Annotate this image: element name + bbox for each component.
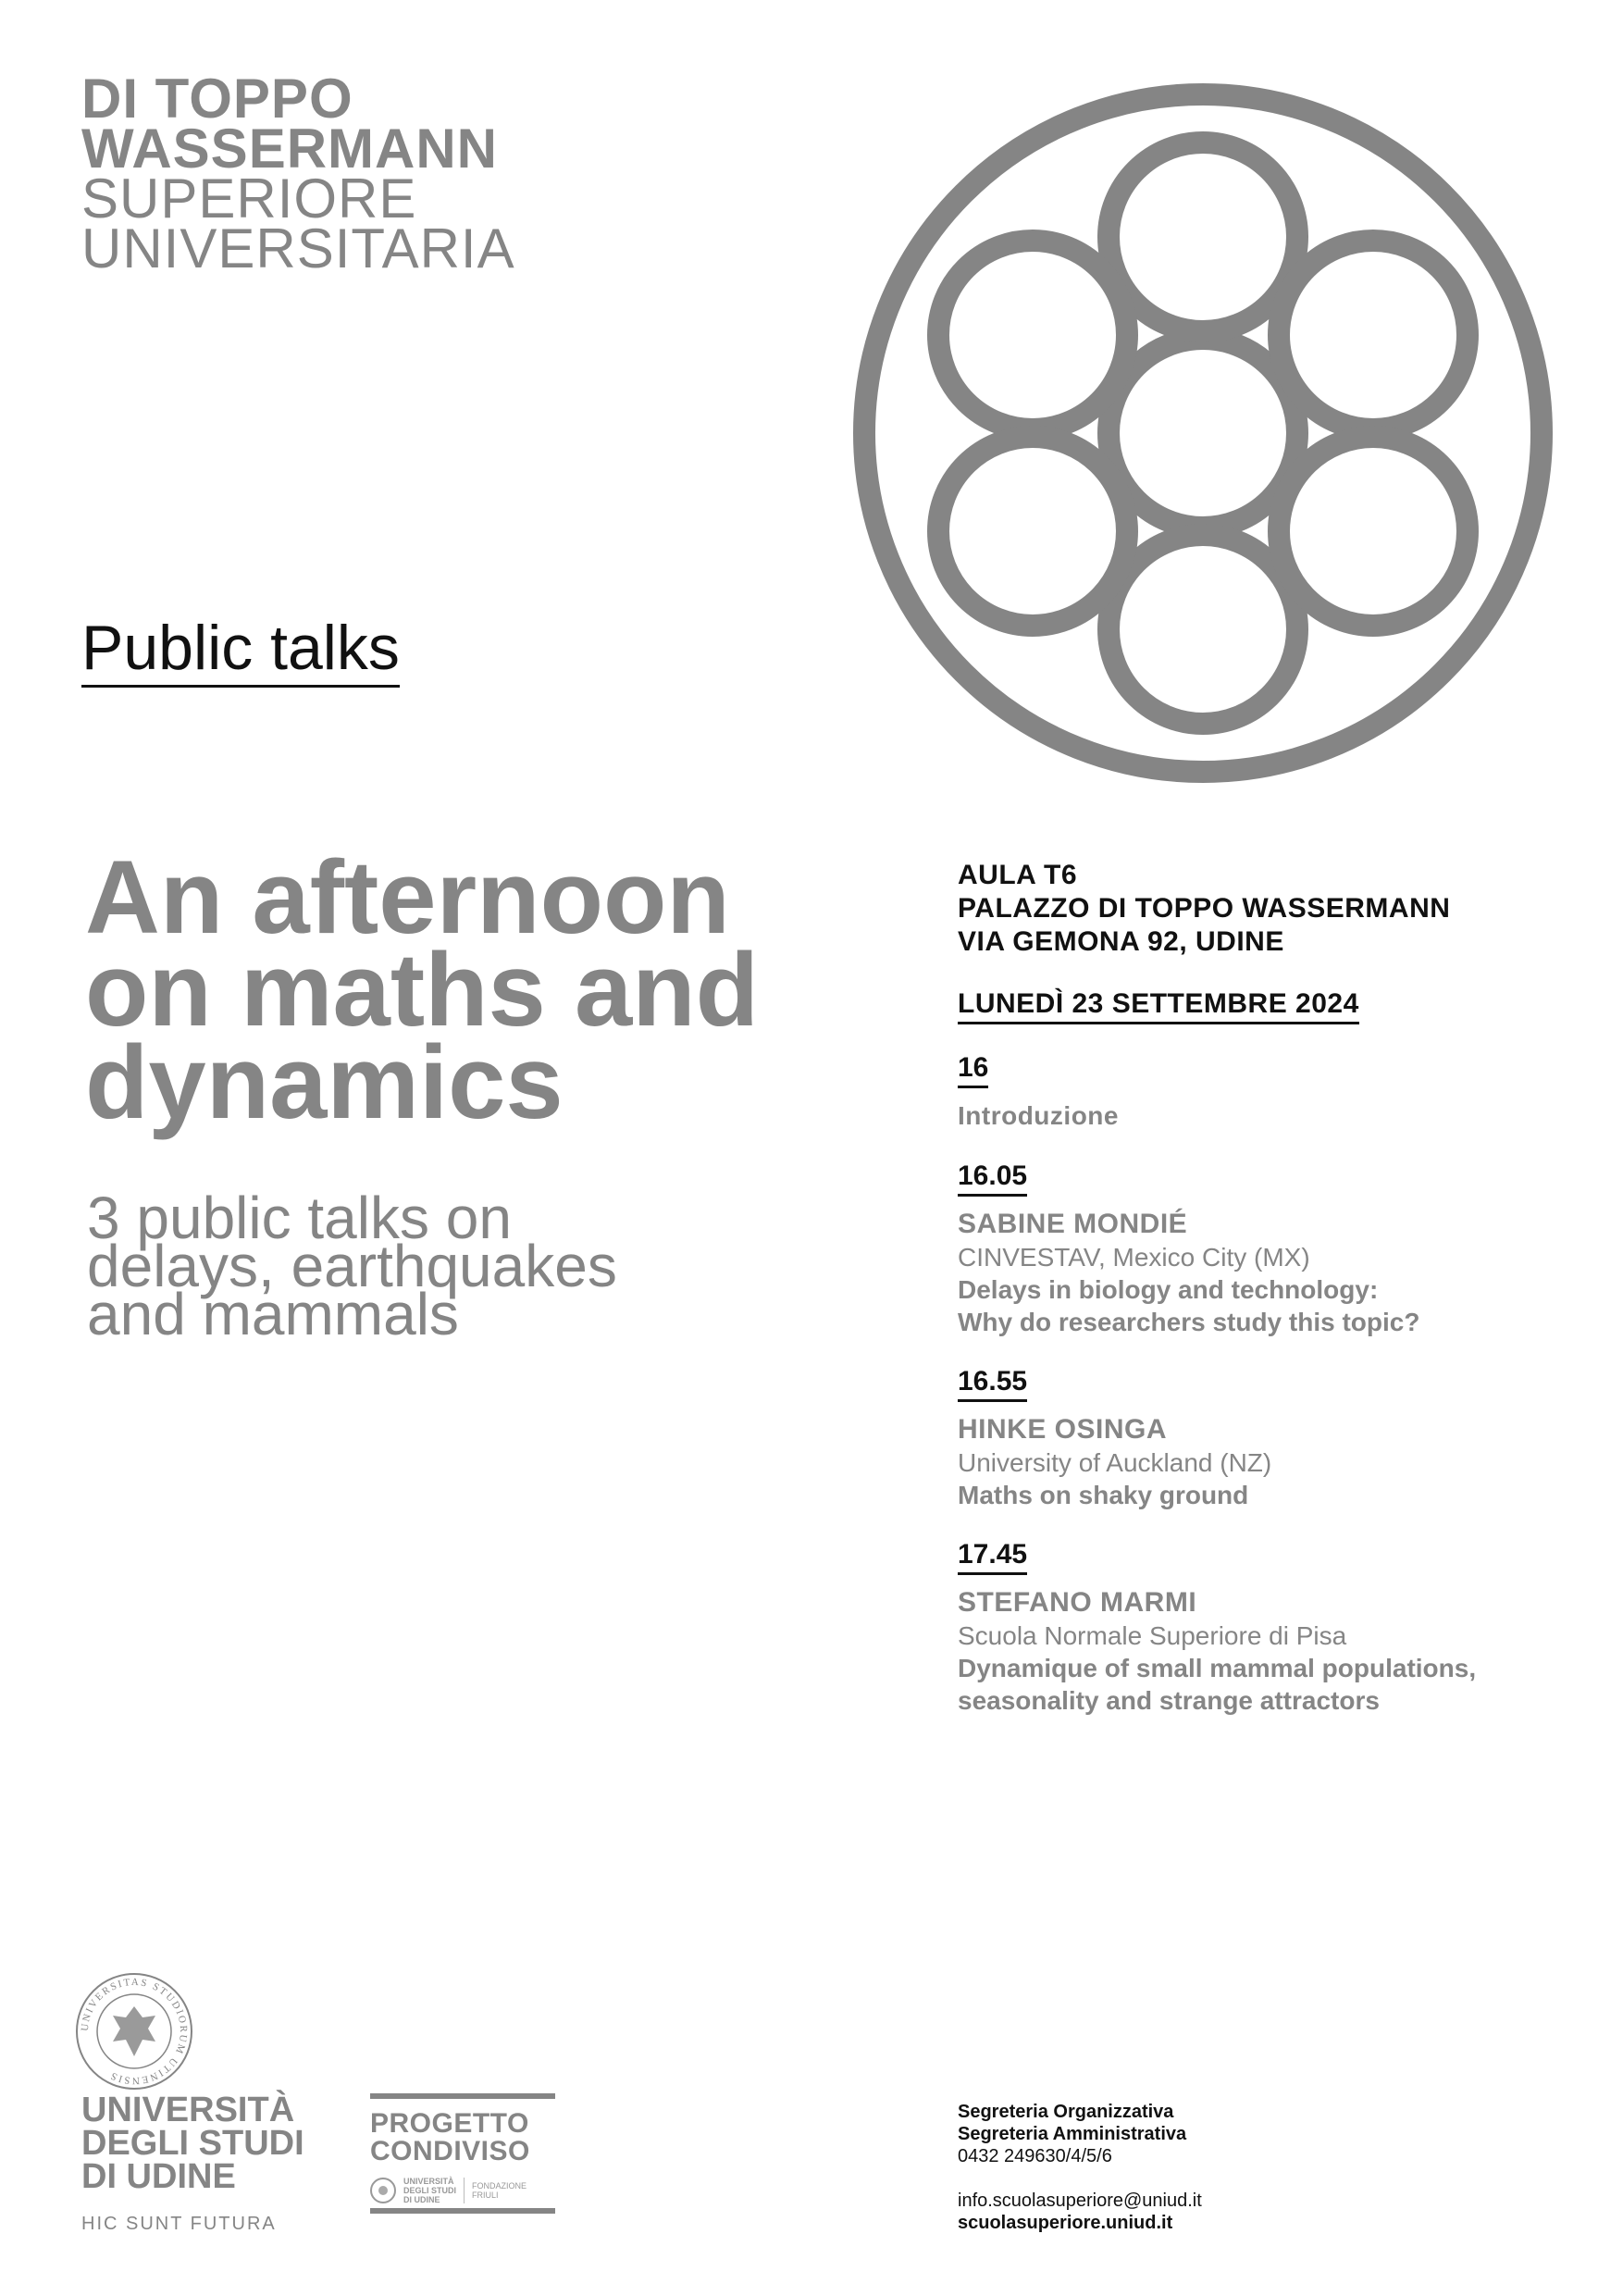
venue-line-1: AULA T6: [958, 860, 1078, 890]
brand-wordmark: [81, 68, 515, 279]
uni-line-1: UNIVERSITÀ: [81, 2091, 295, 2129]
contact-website[interactable]: scuolasuperiore.uniud.it: [958, 2213, 1173, 2233]
fondazione-friuli-logo: [472, 2181, 527, 2200]
event-title: [85, 839, 825, 1140]
mini-seal-icon: [370, 2178, 396, 2203]
brand-line-2: WASSERMANN: [81, 118, 499, 180]
contact-line-2: Segreteria Amministrativa: [958, 2124, 1187, 2144]
slot-affiliation: University of Auckland (NZ): [958, 1448, 1272, 1477]
mini-uni-name: [403, 2177, 456, 2204]
uni-line-2: DEGLI STUDI: [81, 2124, 304, 2163]
fond-line-1: FONDAZIONE: [472, 2181, 527, 2191]
mini-uni-line-2: DEGLI STUDI: [403, 2186, 457, 2195]
brand-line-1: DI TOPPO: [81, 68, 353, 130]
slot-note: Introduzione: [958, 1101, 1119, 1130]
uni-line-3: DI UDINE: [81, 2157, 236, 2196]
subtitle-line-1: 3 public talks on: [87, 1185, 512, 1251]
university-seal-icon: [74, 1971, 194, 2091]
program-slot: [958, 1537, 1587, 1717]
university-motto: HIC SUNT FUTURA: [81, 2214, 277, 2234]
slot-speaker: HINKE OSINGA: [958, 1414, 1168, 1445]
talk-line-1: Maths on shaky ground: [958, 1481, 1249, 1509]
mini-uni-line-1: UNIVERSITÀ: [403, 2177, 454, 2186]
talk-line-1: Delays in biology and technology:: [958, 1275, 1379, 1304]
slot-affiliation: Scuola Normale Superiore di Pisa: [958, 1621, 1347, 1650]
title-line-3: dynamics: [85, 1024, 564, 1140]
talk-line-2: seasonality and strange attractors: [958, 1686, 1380, 1715]
seal-text: UNIVERSITAS STUDIORUM UTINENSIS: [79, 1976, 190, 2087]
contact-phone: 0432 249630/4/5/6: [958, 2146, 1112, 2166]
progetto-line-1: PROGETTO: [370, 2108, 529, 2139]
program-slot: [958, 1159, 1587, 1338]
contacts-block: [958, 2101, 1202, 2234]
divider: [464, 2178, 465, 2203]
subtitle-line-3: and mammals: [87, 1281, 459, 1347]
section-label: Public talks: [81, 611, 400, 688]
fond-line-2: FRIULI: [472, 2191, 499, 2200]
contact-email[interactable]: info.scuolasuperiore@uniud.it: [958, 2191, 1202, 2211]
title-line-1: An afternoon: [85, 839, 730, 955]
slot-speaker: STEFANO MARMI: [958, 1587, 1197, 1618]
slot-time: 16.05: [958, 1159, 1027, 1197]
program-slot: [958, 1050, 1587, 1133]
venue: [958, 859, 1587, 959]
circles-emblem-icon: [851, 81, 1555, 785]
talk-line-1: Dynamique of small mammal populations,: [958, 1654, 1477, 1682]
slot-talk-title: [958, 1479, 1587, 1511]
slot-talk-title: [958, 1273, 1587, 1338]
event-date: LUNEDÌ 23 SETTEMBRE 2024: [958, 987, 1359, 1024]
venue-line-2: PALAZZO DI TOPPO WASSERMANN: [958, 893, 1451, 924]
brand-line-4: UNIVERSITARIA: [81, 217, 515, 279]
slot-time: 17.45: [958, 1537, 1027, 1575]
contact-line-1: Segreteria Organizzativa: [958, 2102, 1174, 2122]
brand-line-3: SUPERIORE: [81, 168, 417, 230]
slot-speaker: SABINE MONDIÉ: [958, 1209, 1188, 1239]
slot-affiliation: CINVESTAV, Mexico City (MX): [958, 1243, 1310, 1272]
slot-talk-title: [958, 1652, 1587, 1717]
talk-line-2: Why do researchers study this topic?: [958, 1308, 1420, 1336]
mini-uni-line-3: DI UDINE: [403, 2195, 440, 2204]
program-slot: [958, 1364, 1587, 1511]
partner-logos: [370, 2175, 555, 2206]
event-subtitle: [87, 1185, 790, 1347]
title-line-2: on maths and: [85, 932, 760, 1048]
slot-time: 16.55: [958, 1364, 1027, 1402]
program-column: [958, 859, 1587, 1717]
slot-time: 16: [958, 1050, 988, 1088]
progetto-condiviso-logo: [370, 2093, 555, 2214]
progetto-line-2: CONDIVISO: [370, 2136, 530, 2166]
subtitle-line-2: delays, earthquakes: [87, 1233, 617, 1299]
university-name: [81, 2091, 304, 2196]
venue-line-3: VIA GEMONA 92, UDINE: [958, 926, 1284, 957]
